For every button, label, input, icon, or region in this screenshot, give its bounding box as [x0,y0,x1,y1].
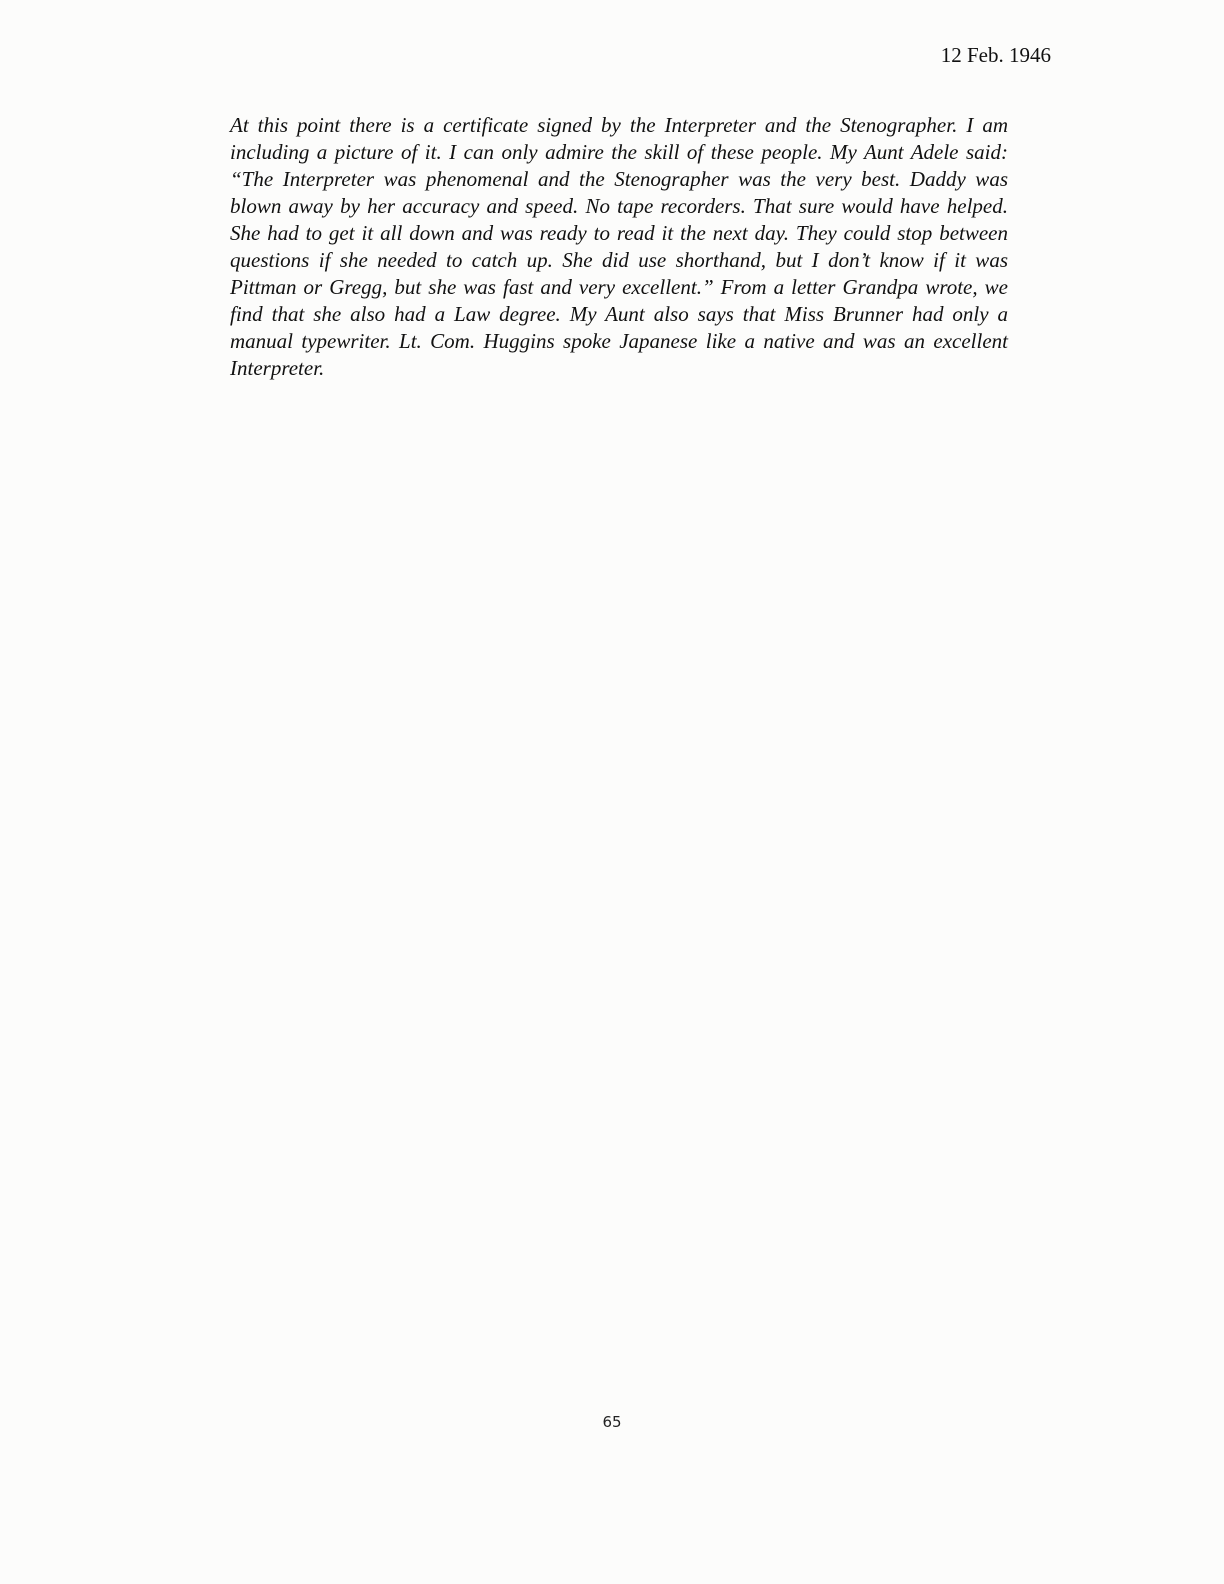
header-date: 12 Feb. 1946 [940,43,1051,67]
body-paragraph: At this point there is a certificate signed by the Interpreter and the Stenographer. I am including a picture of it. I can only admire the skill of these people. My Aunt Adele said: “The Interpreter was phenomenal and the Stenographer was the very best. Daddy was blown away by her accuracy and speed. No tape recorders. That sure would have helped. She had to get it all down and was ready to read it the next day. They could stop between questions if she needed to catch up. She did use shorthand, but I don’t know if it was Pittman or Gregg, but she was fast and very excellent.” From a letter Grandpa wrote, we find that she also had a Law degree. My Aunt also says that Miss Brunner had only a manual typewriter. Lt. Com. Huggins spoke Japanese like a native and was an excellent Interpreter. [230,113,1008,380]
page-number: 65 [602,1413,622,1431]
